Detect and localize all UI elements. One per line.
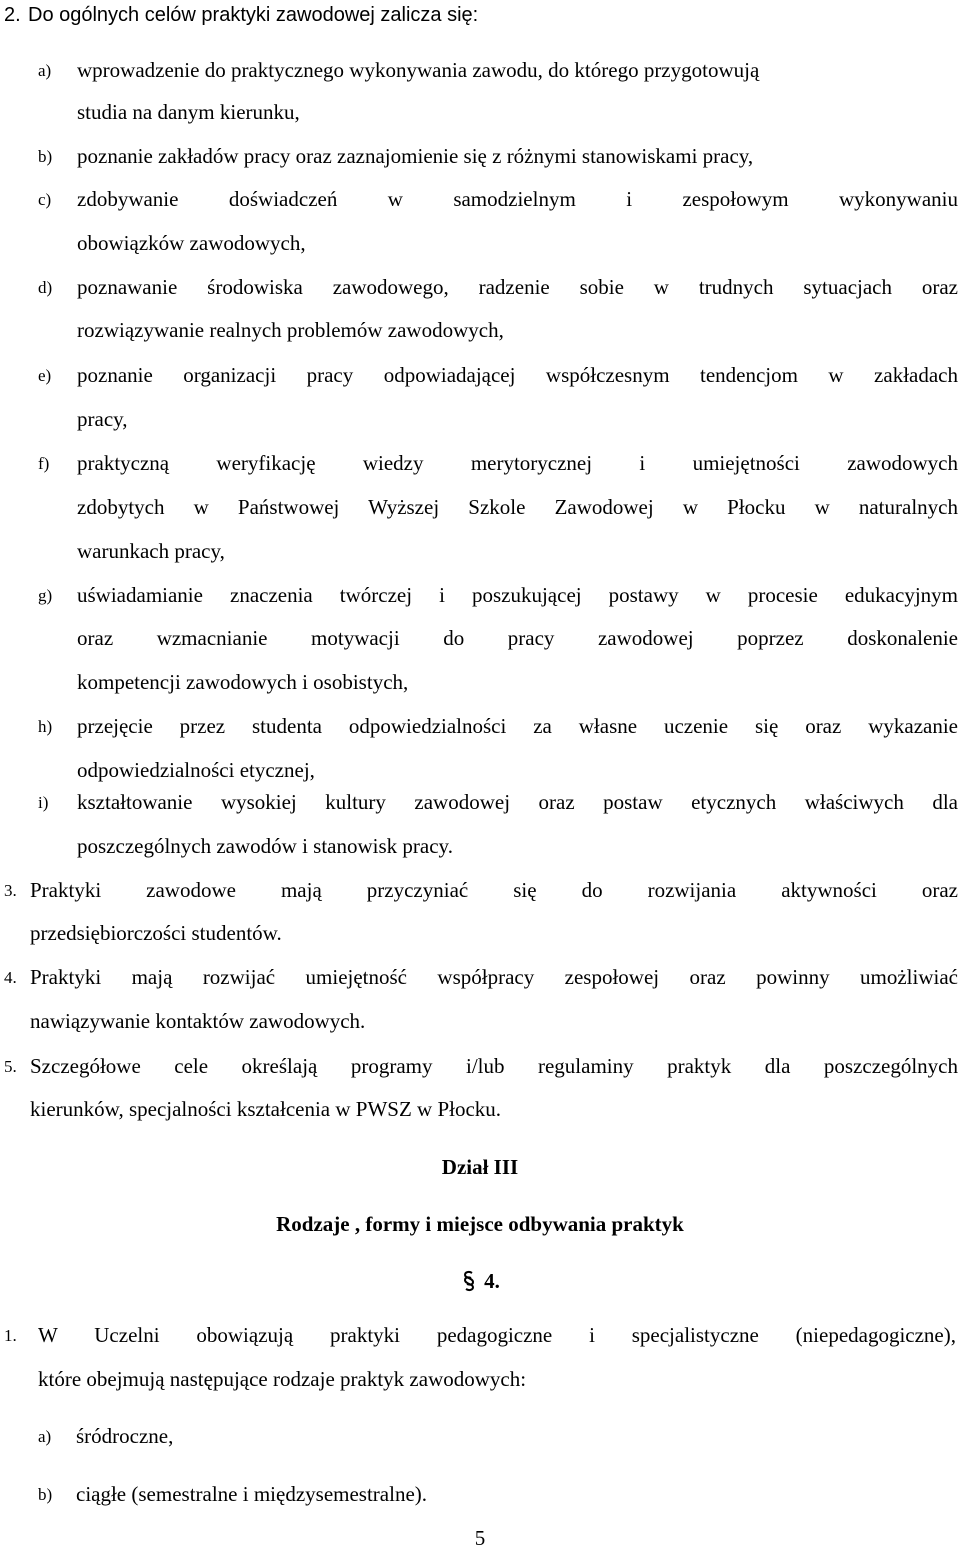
item-f-line-1: praktyczną weryfikację wiedzy merytorycznej i umiejętności zawodowych [77,451,958,475]
section-heading: Dział III [441,1155,519,1179]
point-5-line-2: kierunków, specjalności kształcenia w PWSZ w Płocku. [30,1097,502,1121]
item-d-line-2: rozwiązywanie realnych problemów zawodowych, [77,318,504,342]
item-h-line-1: przejęcie przez studenta odpowiedzialności za własne uczenie się oraz wykazanie [77,714,958,738]
paragraph-number: 4. [484,1269,500,1293]
item-e-label: e) [38,366,52,385]
point-1-item-b-label: b) [38,1485,53,1504]
item-b-line-1: poznanie zakładów pracy oraz zaznajomienie się z różnymi stanowiskami pracy, [77,144,754,168]
point-1-item-a-label: a) [38,1427,52,1446]
item-g-label: g) [38,586,53,605]
item-i-label: i) [38,793,49,812]
item-a-label: a) [38,61,52,80]
item-a-line-2: studia na danym kierunku, [77,100,300,124]
item-d-label: d) [38,278,53,297]
point-1-number: 1. [4,1326,17,1345]
point-3-line-2: przedsiębiorczości studentów. [30,921,282,945]
point-3-line-1: Praktyki zawodowe mają przyczyniać się do rozwijania aktywności oraz [30,878,958,902]
paragraph-heading [0,1270,960,1292]
point-4-line-1: Praktyki mają rozwijać umiejętność współpracy zespołowej oraz powinny umożliwiać [30,965,958,989]
point-1-line-2: które obejmują następujące rodzaje praktyk zawodowych: [38,1367,527,1391]
point-1-line-1: W Uczelni obowiązują praktyki pedagogiczne i specjalistyczne (niepedagogiczne), [38,1323,956,1347]
paragraph-sign-icon [460,1270,478,1292]
item-h-label: h) [38,717,53,736]
point-4-line-2: nawiązywanie kontaktów zawodowych. [30,1009,366,1033]
section-subheading: Rodzaje , formy i miejsce odbywania praktyk [276,1212,684,1236]
point-1-item-a-text: śródroczne, [76,1424,174,1448]
item-a-line-1: wprowadzenie do praktycznego wykonywania zawodu, do którego przygotowują [77,58,760,82]
item-g-line-2: oraz wzmacnianie motywacji do pracy zawodowej poprzez doskonalenie [77,626,958,650]
point-5-number: 5. [4,1057,17,1076]
item-i-line-2: poszczególnych zawodów i stanowisk pracy. [77,834,453,858]
section-2-number: 2. [4,4,21,26]
item-i-line-1: kształtowanie wysokiej kultury zawodowej oraz postaw etycznych właściwych dla [77,790,958,814]
item-c-label: c) [38,190,52,209]
item-c-line-2: obowiązków zawodowych, [77,231,306,255]
item-g-line-1: uświadamianie znaczenia twórczej i poszukującej postawy w procesie edukacyjnym [77,583,958,607]
item-d-line-1: poznawanie środowiska zawodowego, radzenie sobie w trudnych sytuacjach oraz [77,275,958,299]
item-h-line-2: odpowiedzialności etycznej, [77,758,315,782]
page-number: 5 [474,1526,486,1550]
item-b-label: b) [38,147,53,166]
item-e-line-1: poznanie organizacji pracy odpowiadającej współczesnym tendencjom w zakładach [77,363,958,387]
item-f-label: f) [38,454,50,473]
point-4-number: 4. [4,968,17,987]
point-3-number: 3. [4,881,17,900]
point-5-line-1: Szczegółowe cele określają programy i/lub regulaminy praktyk dla poszczególnych [30,1054,958,1078]
item-c-line-1: zdobywanie doświadczeń w samodzielnym i zespołowym wykonywaniu [77,187,958,211]
section-2-intro: Do ogólnych celów praktyki zawodowej zalicza się: [28,4,479,26]
item-e-line-2: pracy, [77,407,128,431]
item-f-line-3: warunkach pracy, [77,539,225,563]
point-1-item-b-text: ciągłe (semestralne i międzysemestralne). [76,1482,428,1506]
item-g-line-3: kompetencji zawodowych i osobistych, [77,670,409,694]
item-f-line-2: zdobytych w Państwowej Wyższej Szkole Zawodowej w Płocku w naturalnych [77,495,958,519]
